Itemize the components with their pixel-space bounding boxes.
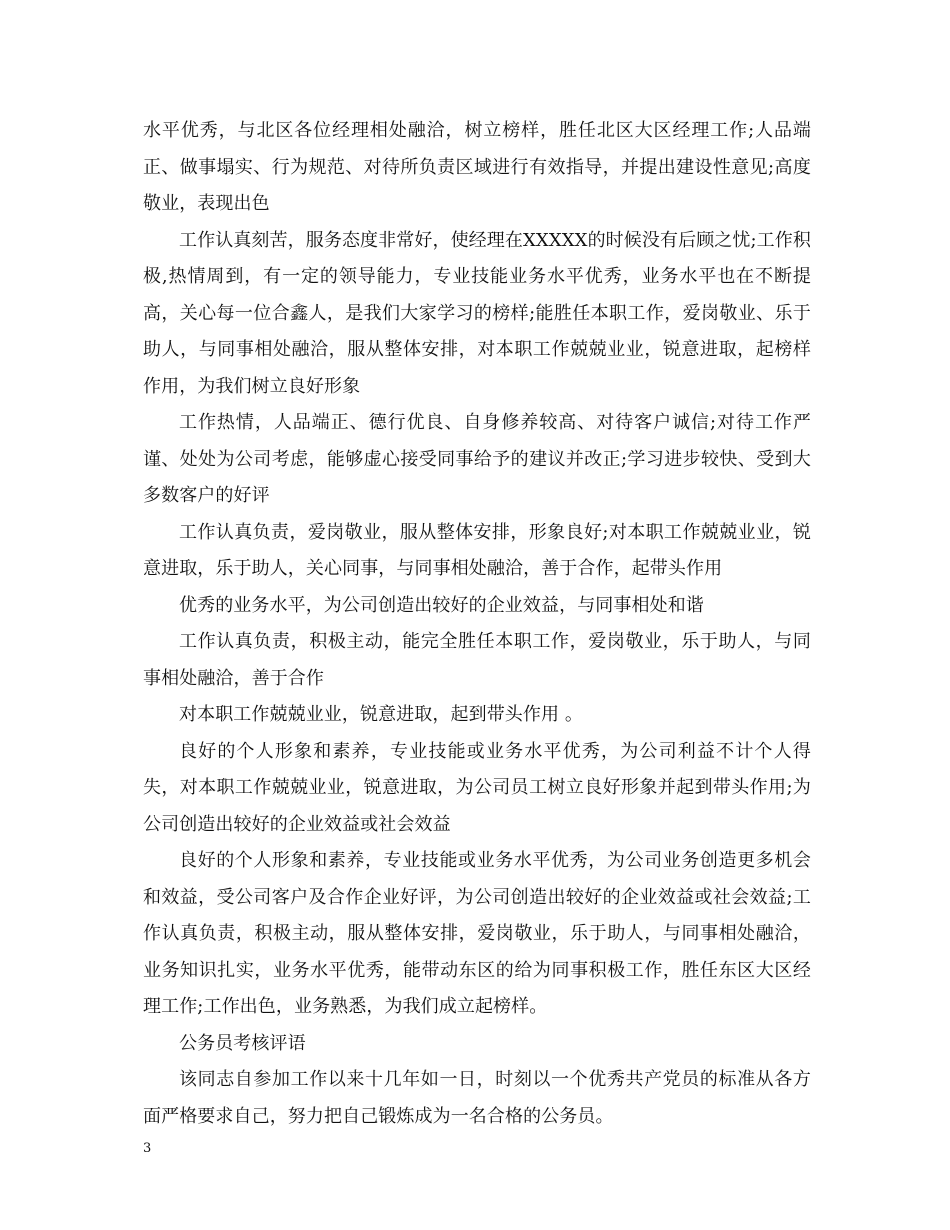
document-body <box>143 113 811 1135</box>
paragraph: 优秀的业务水平，为公司创造出较好的企业效益，与同事相处和谐 <box>179 594 704 616</box>
paragraph: 良好的个人形象和素养，专业技能或业务水平优秀，为公司利益不计个人得失，对本职工作兢兢业业，锐意进取，为公司员工树立良好形象并起到带头作用;为公司创造出较好的企业效益或社会效益 <box>143 740 811 835</box>
paragraph: 良好的个人形象和素养，专业技能或业务水平优秀，为公司业务创造更多机会和效益，受公司客户及合作企业好评，为公司创造出较好的企业效益或社会效益;工作认真负责，积极主动，服从整体安排，爱岗敬业，乐于助人，与同事相处融洽，业务知识扎实，业务水平优秀，能带动东区的给为同事积极工作，胜任东区大区经理工作;工作出色，业务熟悉，为我们成立起榜样。 <box>143 850 811 1017</box>
paragraph: 工作认真负责，爱岗敬业，服从整体安排，形象良好;对本职工作兢兢业业，锐意进取，乐于助人，关心同事，与同事相处融洽，善于合作，起带头作用 <box>143 521 811 579</box>
paragraph: 水平优秀，与北区各位经理相处融洽，树立榜样，胜任北区大区经理工作;人品端正、做事塌实、行为规范、对待所负责区域进行有效指导，并提出建设性意见;高度敬业，表现出色 <box>143 120 811 214</box>
paragraph: 工作认真负责，积极主动，能完全胜任本职工作，爱岗敬业，乐于助人，与同事相处融洽，善于合作 <box>143 631 811 689</box>
page-number: 3 <box>143 1141 152 1156</box>
paragraph: 工作认真刻苦，服务态度非常好，使经理在XXXXX的时候没有后顾之忧;工作积极,热情周到，有一定的领导能力，专业技能业务水平优秀，业务水平也在不断提高，关心每一位合鑫人，是我们大家学习的榜样;能胜任本职工作，爱岗敬业、乐于助人，与同事相处融洽，服从整体安排，对本职工作兢兢业业，锐意进取，起榜样作用，为我们树立良好形象 <box>143 229 811 397</box>
section-heading: 公务员考核评语 <box>179 1032 306 1054</box>
paragraph: 该同志自参加工作以来十几年如一日，时刻以一个优秀共产党员的标准从各方面严格要求自己，努力把自己锻炼成为一名合格的公务员。 <box>143 1069 811 1127</box>
paragraph: 工作热情，人品端正、德行优良、自身修养较高、对待客户诚信;对待工作严谨、处处为公司考虑，能够虚心接受同事给予的建议并改正;学习进步较快、受到大多数客户的好评 <box>143 412 811 506</box>
paragraph: 对本职工作兢兢业业，锐意进取，起到带头作用 。 <box>179 704 584 725</box>
